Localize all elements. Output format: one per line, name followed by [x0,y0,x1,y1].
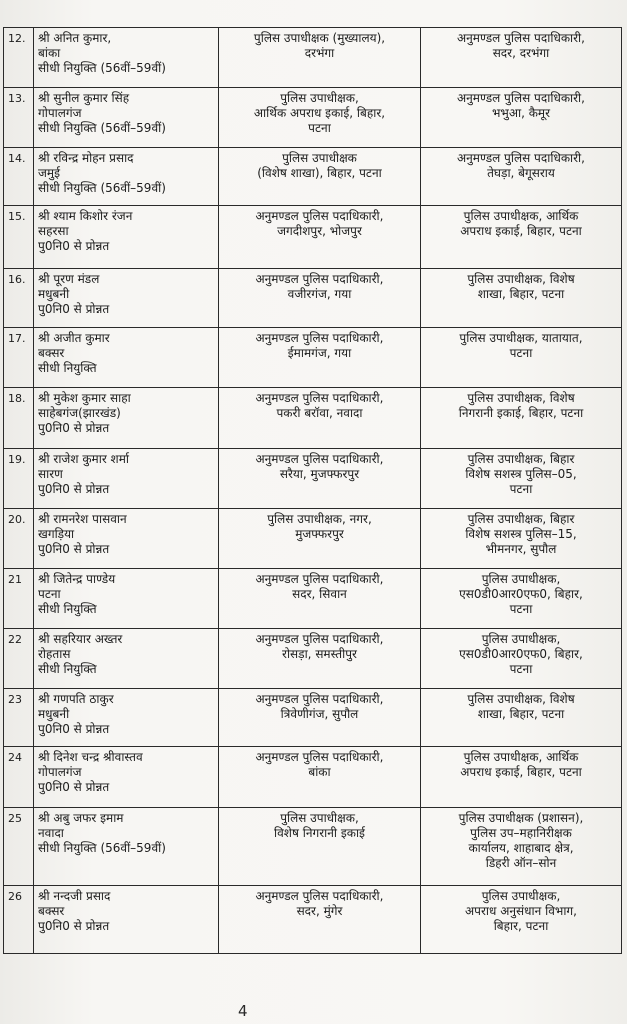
current-posting-cell [219,747,421,808]
appointment-mode: पु0नि0 से प्रोन्नत [38,482,110,496]
new-posting-cell [421,388,622,449]
new-posting-cell [421,886,622,954]
current-posting-line: विशेष निगरानी इकाई [274,826,365,840]
appointment-mode: सीधी नियुक्ति (56वीं–59वीं) [38,61,166,75]
new-posting-line: अनुमण्डल पुलिस पदाधिकारी, [456,151,585,165]
table-row [4,449,622,509]
current-posting-cell [219,689,421,747]
current-posting-cell [219,886,421,954]
serial-number: 21 [4,569,34,629]
current-posting-cell [219,148,421,206]
new-posting-line: अपराध इकाई, बिहार, पटना [460,224,582,238]
new-posting-line: पुलिस उपाधीक्षक, बिहार [467,452,575,466]
table-row [4,689,622,747]
table-row [4,88,622,148]
current-posting-line: पटना [308,121,331,135]
new-posting-cell [421,629,622,689]
serial-number: 24 [4,747,34,808]
officer-name: श्री राजेश कुमार शर्मा [38,452,129,466]
new-posting-line: सदर, दरभंगा [492,46,550,60]
current-posting-cell [219,269,421,328]
current-posting-line: बांका [308,765,331,779]
serial-number: 25 [4,808,34,886]
officer-cell [34,269,219,328]
current-posting-line: जगदीशपुर, भोजपुर [277,224,362,238]
home-district: सहरसा [38,224,69,238]
officer-name: श्री रविन्द्र मोहन प्रसाद [38,151,134,165]
serial-number: 13. [4,88,34,148]
new-posting-line: भभुआ, कैमूर [491,106,551,120]
new-posting-line: पुलिस उपाधीक्षक, आर्थिक [463,209,579,223]
home-district: नवादा [38,826,64,840]
serial-number: 16. [4,269,34,328]
new-posting-line: पुलिस उपाधीक्षक, आर्थिक [463,750,579,764]
current-posting-line: सदर, मुंगेर [296,904,343,918]
new-posting-cell [421,269,622,328]
new-posting-line: शाखा, बिहार, पटना [477,287,565,301]
new-posting-line: कार्यालय, शाहाबाद क्षेत्र, [468,841,574,855]
home-district: पटना [38,587,61,601]
new-posting-line: पटना [509,346,533,360]
current-posting-line: अनुमण्डल पुलिस पदाधिकारी, [255,692,384,706]
home-district: बक्सर [38,904,65,918]
current-posting-line: अनुमण्डल पुलिस पदाधिकारी, [255,889,384,903]
officer-name: श्री मुकेश कुमार साहा [38,391,131,405]
current-posting-line: अनुमण्डल पुलिस पदाधिकारी, [255,331,384,345]
officer-cell [34,449,219,509]
new-posting-cell [421,206,622,269]
serial-number: 17. [4,328,34,388]
new-posting-line: पटना [509,482,533,496]
serial-number: 20. [4,509,34,569]
officer-name: श्री सुनील कुमार सिंह [38,91,130,105]
home-district: सारण [38,467,63,481]
officer-cell [34,328,219,388]
home-district: खगड़िया [38,527,75,541]
new-posting-line: पुलिस उपाधीक्षक, [481,632,561,646]
current-posting-line: अनुमण्डल पुलिस पदाधिकारी, [255,572,384,586]
new-posting-cell [421,689,622,747]
new-posting-cell [421,328,622,388]
serial-number: 23 [4,689,34,747]
current-posting-cell [219,88,421,148]
current-posting-cell [219,28,421,88]
appointment-mode: सीधी नियुक्ति (56वीं–59वीं) [38,181,166,195]
appointment-mode: सीधी नियुक्ति [38,662,97,676]
transfer-table [3,27,622,954]
officer-name: श्री अबु जफर इमाम [38,811,124,825]
table-row [4,886,622,954]
new-posting-line: बिहार, पटना [493,919,549,933]
home-district: मधुबनी [38,287,70,301]
current-posting-line: पुलिस उपाधीक्षक (मुख्यालय), [253,31,386,45]
table-row [4,629,622,689]
new-posting-line: शाखा, बिहार, पटना [477,707,565,721]
new-posting-cell [421,509,622,569]
officer-cell [34,148,219,206]
new-posting-line: पुलिस उपाधीक्षक, [481,889,561,903]
appointment-mode: सीधी नियुक्ति [38,361,97,375]
home-district: रोहतास [38,647,71,661]
officer-name: श्री सहरियार अख्तर [38,632,123,646]
officer-cell [34,808,219,886]
appointment-mode: पु0नि0 से प्रोन्नत [38,780,110,794]
serial-number: 14. [4,148,34,206]
current-posting-cell [219,206,421,269]
current-posting-line: आर्थिक अपराध इकाई, बिहार, [253,106,386,120]
current-posting-line: अनुमण्डल पुलिस पदाधिकारी, [255,452,384,466]
table-row [4,509,622,569]
new-posting-line: पुलिस उपाधीक्षक, बिहार [467,512,575,526]
officer-cell [34,569,219,629]
current-posting-line: अनुमण्डल पुलिस पदाधिकारी, [255,209,384,223]
officer-cell [34,747,219,808]
current-posting-line: अनुमण्डल पुलिस पदाधिकारी, [255,272,384,286]
new-posting-line: पुलिस उपाधीक्षक, विशेष [467,391,575,405]
appointment-mode: सीधी नियुक्ति [38,602,97,616]
new-posting-cell [421,148,622,206]
new-posting-line: तेघड़ा, बेगूसराय [487,166,555,180]
current-posting-line: अनुमण्डल पुलिस पदाधिकारी, [255,632,384,646]
officer-name: श्री अजीत कुमार [38,331,110,345]
home-district: बांका [38,46,61,60]
new-posting-line: विशेष सशस्त्र पुलिस–05, [465,467,577,481]
table-row [4,148,622,206]
officer-cell [34,886,219,954]
table-row [4,206,622,269]
serial-number: 19. [4,449,34,509]
serial-number: 26 [4,886,34,954]
new-posting-line: पुलिस उपाधीक्षक, [481,572,561,586]
new-posting-line: अनुमण्डल पुलिस पदाधिकारी, [456,31,585,45]
current-posting-line: सरैया, मुजफ्फरपुर [279,467,360,481]
officer-name: श्री पूरण मंडल [38,272,100,286]
new-posting-line: पुलिस उपाधीक्षक, यातायात, [459,331,583,345]
current-posting-cell [219,388,421,449]
current-posting-line: अनुमण्डल पुलिस पदाधिकारी, [255,391,384,405]
new-posting-cell [421,808,622,886]
officer-cell [34,388,219,449]
current-posting-line: वजीरगंज, गया [287,287,352,301]
current-posting-line: मुजफ्फरपुर [295,527,344,541]
page-number: 4 [238,1002,248,1020]
current-posting-cell [219,449,421,509]
serial-number: 22 [4,629,34,689]
new-posting-line: निगरानी इकाई, बिहार, पटना [458,406,584,420]
officer-cell [34,509,219,569]
new-posting-line: पुलिस उपाधीक्षक, विशेष [467,692,575,706]
new-posting-cell [421,747,622,808]
home-district: बक्सर [38,346,65,360]
current-posting-cell [219,629,421,689]
new-posting-line: अपराध इकाई, बिहार, पटना [460,765,582,779]
new-posting-cell [421,449,622,509]
current-posting-line: पुलिस उपाधीक्षक, नगर, [267,512,372,526]
new-posting-line: पटना [509,662,533,676]
current-posting-line: त्रिवेणीगंज, सुपौल [280,707,359,721]
current-posting-line: सदर, सिवान [292,587,347,601]
officer-cell [34,88,219,148]
officer-name: श्री नन्दजी प्रसाद [38,889,111,903]
officer-name: श्री गणपति ठाकुर [38,692,114,706]
new-posting-cell [421,569,622,629]
home-district: गोपालगंज [38,765,82,779]
appointment-mode: पु0नि0 से प्रोन्नत [38,722,110,736]
officer-name: श्री दिनेश चन्द्र श्रीवास्तव [38,750,143,764]
appointment-mode: सीधी नियुक्ति (56वीं–59वीं) [38,841,166,855]
officer-cell [34,206,219,269]
new-posting-cell [421,28,622,88]
new-posting-line: भीमनगर, सुपौल [485,542,557,556]
table-row [4,269,622,328]
table-row [4,808,622,886]
current-posting-line: ईमामगंज, गया [287,346,352,360]
new-posting-line: एस0डी0आर0एफ0, बिहार, [459,647,583,661]
officer-cell [34,28,219,88]
table-row [4,747,622,808]
new-posting-line: पुलिस उप–महानिरीक्षक [470,826,572,840]
appointment-mode: पु0नि0 से प्रोन्नत [38,239,110,253]
serial-number: 15. [4,206,34,269]
current-posting-line: दरभंगा [304,46,335,60]
transfer-table-body [4,28,622,954]
current-posting-cell [219,509,421,569]
current-posting-line: पकरी बरॉवा, नवादा [276,406,363,420]
new-posting-line: विशेष सशस्त्र पुलिस–15, [465,527,577,541]
new-posting-line: डिहरी ऑन–सोन [485,856,557,870]
current-posting-line: रोसड़ा, समस्तीपुर [282,647,357,661]
new-posting-cell [421,88,622,148]
new-posting-line: पुलिस उपाधीक्षक, विशेष [467,272,575,286]
current-posting-cell [219,328,421,388]
officer-name: श्री श्याम किशोर रंजन [38,209,133,223]
new-posting-line: अनुमण्डल पुलिस पदाधिकारी, [456,91,585,105]
officer-name: श्री जितेन्द्र पाण्डेय [38,572,116,586]
home-district: जमुई [38,166,60,180]
new-posting-line: अपराध अनुसंधान विभाग, [465,904,577,918]
current-posting-cell [219,808,421,886]
current-posting-line: पुलिस उपाधीक्षक, [280,91,359,105]
serial-number: 18. [4,388,34,449]
home-district: गोपालगंज [38,106,82,120]
home-district: मधुबनी [38,707,70,721]
current-posting-line: पुलिस उपाधीक्षक [282,151,357,165]
table-row [4,569,622,629]
officer-cell [34,689,219,747]
serial-number: 12. [4,28,34,88]
officer-name: श्री रामनरेश पासवान [38,512,127,526]
new-posting-line: पटना [509,602,533,616]
appointment-mode: पु0नि0 से प्रोन्नत [38,542,110,556]
home-district: साहेबगंज(झारखंड) [38,406,121,420]
appointment-mode: पु0नि0 से प्रोन्नत [38,421,110,435]
appointment-mode: पु0नि0 से प्रोन्नत [38,302,110,316]
appointment-mode: पु0नि0 से प्रोन्नत [38,919,110,933]
new-posting-line: पुलिस उपाधीक्षक (प्रशासन), [458,811,584,825]
current-posting-cell [219,569,421,629]
table-row [4,328,622,388]
current-posting-line: (विशेष शाखा), बिहार, पटना [257,166,382,180]
new-posting-line: एस0डी0आर0एफ0, बिहार, [459,587,583,601]
appointment-mode: सीधी नियुक्ति (56वीं–59वीं) [38,121,166,135]
current-posting-line: पुलिस उपाधीक्षक, [280,811,359,825]
table-row [4,28,622,88]
officer-name: श्री अनित कुमार, [38,31,112,45]
current-posting-line: अनुमण्डल पुलिस पदाधिकारी, [255,750,384,764]
officer-cell [34,629,219,689]
table-row [4,388,622,449]
